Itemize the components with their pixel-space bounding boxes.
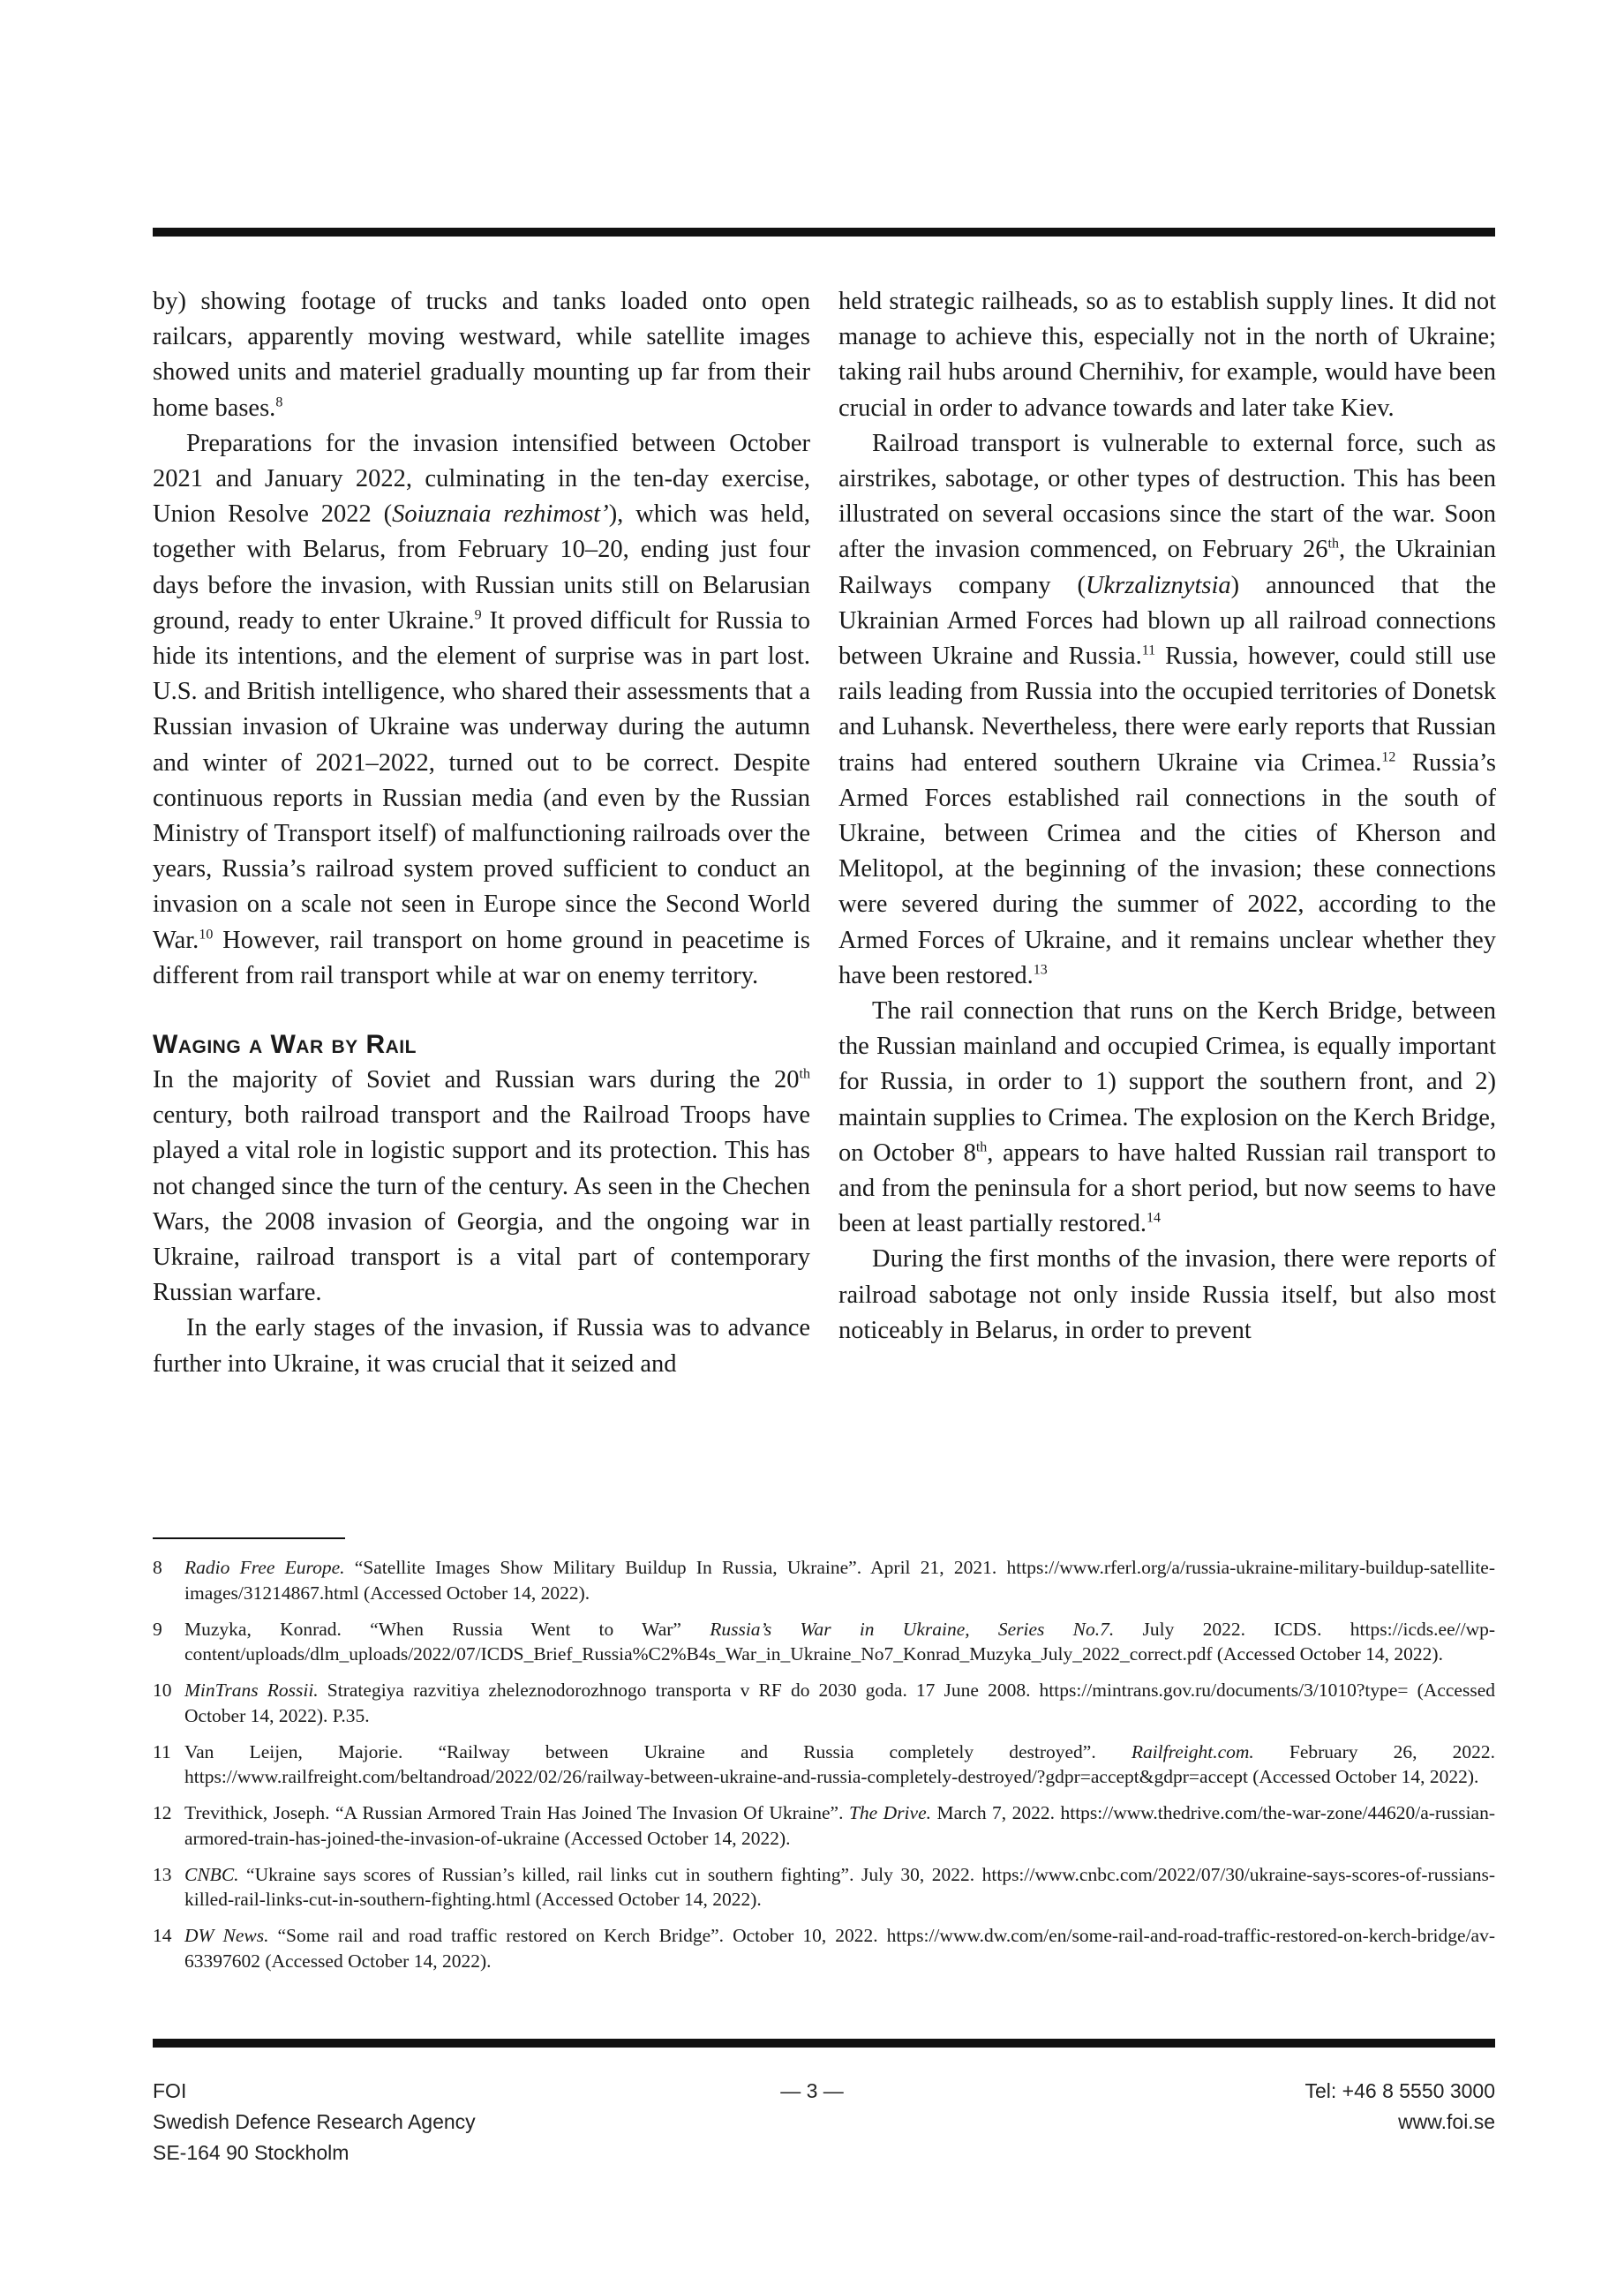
footnote: 14 DW News. “Some rail and road traffic restored on Kerch Bridge”. October 10, 2022. https://www.dw.com/en/some-rail-and-road-traffic-restored-on-kerch-bridge/av-63397602 (Accessed October 14, 2022).: [153, 1925, 1495, 1972]
footnote-ref: 14: [1146, 1210, 1161, 1226]
footnote: 10 MinTrans Rossii. Strategiya razvitiya zheleznodorozhnogo transporta v RF do 2030 goda. 17 June 2008. https://mintrans.gov.ru/documents/3/1010?type= (Accessed October 14, 2022). P.35.: [153, 1680, 1495, 1726]
footer-org-address: SE-164 90 Stockholm: [153, 2141, 350, 2164]
footnote: 13 CNBC. “Ukraine says scores of Russian’s killed, rail links cut in southern fighting”. July 30, 2022. https://www.cnbc.com/2022/07/30/ukraine-says-scores-of-russians-killed-rail-links-cut-in-southern-fighting.html (Accessed October 14, 2022).: [153, 1863, 1495, 1910]
right-column: [838, 284, 1496, 1349]
left-column: [153, 284, 810, 1382]
footer-org-name: Swedish Defence Research Agency: [153, 2110, 476, 2133]
footnote-ref: 8: [275, 395, 283, 410]
section-heading: Waging a War by Rail: [153, 1030, 417, 1060]
bottom-rule: [153, 2039, 1495, 2048]
page-number: — 3 —: [780, 2079, 844, 2102]
footnote: 9 Muzyka, Konrad. “When Russia Went to War” Russia’s War in Ukraine, Series No.7. July 2022. ICDS. https://icds.ee//wp-content/uploads/dlm_uploads/2022/07/ICDS_Brief_Russia%C2%B4s_War_in_Ukraine_No7_Konrad_Muzyka_July_2022_correct.pdf (Accessed October 14, 2022).: [153, 1618, 1495, 1665]
footnote-ref: 11: [1141, 643, 1156, 658]
paragraph: In the early stages of the invasion, if Russia was to advance further into Ukraine, it was crucial that it seized and: [153, 1314, 810, 1378]
paragraph: Railroad transport is vulnerable to external force, such as airstrikes, sabotage, or other types of destruction. This has been illustrated on several occasions since the start of the war. Soon after the invasion commenced, on February 26th, the Ukrainian Railways company (Ukrzaliznytsia) announced that the Ukrainian Armed Forces had blown up all railroad connections between Ukraine and Russia.$^{11}$ Russia, however, could still use rails leading from Russia into the occupied territories of Donetsk and Luhansk. Nevertheless, there were early reports that Russian trains had entered southern Ukraine via Crimea.$^{12}$ Russia’s Armed Forces established rail connections in the south of Ukraine, between Crimea and the cities of Kherson and Melitopol, at the beginning of the invasion; these connections were severed during the summer of 2022, according to the Armed Forces of Ukraine, and it remains unclear whether they have been restored.$^{13}$: [838, 429, 1496, 989]
footnote: 11 Van Leijen, Majorie. “Railway between Ukraine and Russia completely destroyed”. Railfreight.com. February 26, 2022. https://www.railfreight.com/beltandroad/2022/02/26/railway-between-ukraine-and-russia-completely-destroyed/?gdpr=accept&gdpr=accept (Accessed October 14, 2022).: [153, 1740, 1495, 1787]
footer-web: www.foi.se: [1398, 2110, 1495, 2133]
footnote: 12 Trevithick, Joseph. “A Russian Armored Train Has Joined The Invasion Of Ukraine”. The Drive. March 7, 2022. https://www.thedrive.com/the-war-zone/44620/a-russian-armored-train-has-joined-the-invasion-of-ukraine (Accessed October 14, 2022).: [153, 1802, 1496, 1849]
footer-org-short: FOI: [153, 2079, 187, 2102]
top-rule: [153, 228, 1495, 237]
paragraph: In the majority of Soviet and Russian wars during the 20th century, both railroad transport and the Railroad Troops have played a vital role in logistic support and its protection. This has not changed since the turn of the century. As seen in the Chechen Wars, the 2008 invasion of Georgia, and the ongoing war in Ukraine, railroad transport is a vital part of contemporary Russian warfare.: [153, 1066, 810, 1307]
footnote-separator: [153, 1537, 345, 1539]
footnotes: [153, 1555, 1495, 1985]
paragraph: Preparations for the invasion intensified between October 2021 and January 2022, culminating in the ten-day exercise, Union Resolve 2022 (Soiuznaia rezhimost’), which was held, together with Belarus, from February 10–20, ending just four days before the invasion, with Russian units still on Belarusian ground, ready to enter Ukraine.$^9$ It proved difficult for Russia to hide its intentions, and the element of surprise was in part lost. U.S. and British intelligence, who shared their assessments that a Russian invasion of Ukraine was underway during the autumn and winter of 2021–2022, turned out to be correct. Despite continuous reports in Russian media (and even by the Russian Ministry of Transport itself) of malfunctioning railroads over the years, Russia’s railroad system proved sufficient to conduct an invasion on a scale not seen in Europe since the Second World War.$^{10}$ However, rail transport on home ground in peacetime is different from rail transport while at war on enemy territory.: [153, 429, 811, 989]
paragraph: The rail connection that runs on the Kerch Bridge, between the Russian mainland and occupied Crimea, is equally important for Russia, in order to 1) support the southern front, and 2) maintain supplies to Crimea. The explosion on the Kerch Bridge, on October 8th, appears to have halted Russian rail transport to and from the peninsula for a short period, but now seems to have been at least partially restored.$^{14}$: [838, 997, 1496, 1238]
paragraph: by) showing footage of trucks and tanks loaded onto open railcars, apparently moving westward, while satellite images showed units and materiel gradually mounting up far from their home bases.$^8$: [153, 288, 810, 422]
footer-tel: Tel: +46 8 5550 3000: [1304, 2079, 1495, 2102]
footnote-ref: 10: [199, 927, 214, 943]
footnote-ref: 9: [474, 607, 482, 623]
paragraph: During the first months of the invasion, there were reports of railroad sabotage not only inside Russia itself, but also most noticeably in Belarus, in order to prevent: [838, 1245, 1496, 1344]
footnote-ref: 12: [1381, 749, 1396, 765]
paragraph: held strategic railheads, so as to establish supply lines. It did not manage to achieve this, especially not in the north of Ukraine; taking rail hubs around Chernihiv, for example, would have been crucial in order to advance towards and later take Kiev.: [838, 288, 1496, 422]
footnote: 8 Radio Free Europe. “Satellite Images Show Military Buildup In Russia, Ukraine”. April 21, 2021. https://www.rferl.org/a/russia-ukraine-military-buildup-satellite-images/31214867.html (Accessed October 14, 2022).: [153, 1557, 1496, 1604]
footnote-ref: 13: [1033, 962, 1048, 978]
footer-contact: [1305, 2076, 1496, 2138]
